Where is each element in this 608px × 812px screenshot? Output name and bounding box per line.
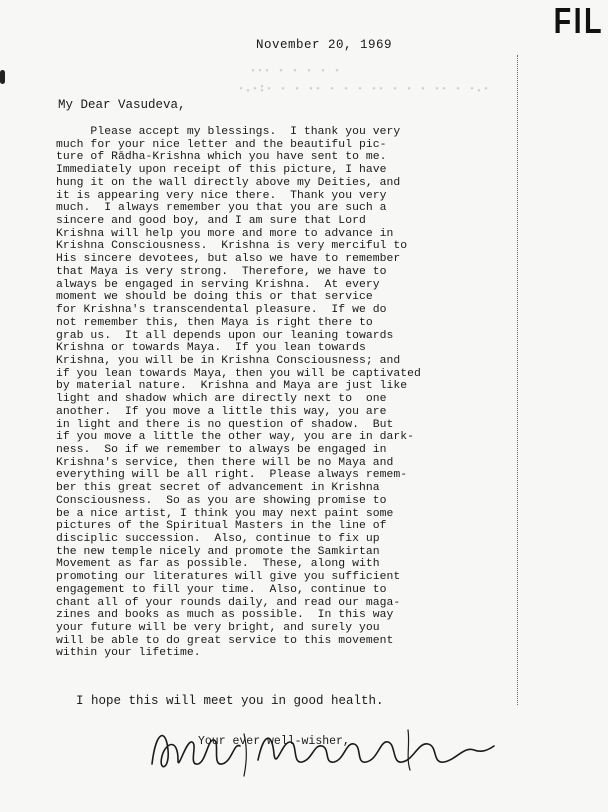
body-line: for Krishna's transcendental pleasure. If we do bbox=[56, 304, 387, 317]
body-line: Krishna or towards Maya. If you lean towards bbox=[56, 342, 366, 355]
fold-edge-line bbox=[515, 55, 518, 705]
body-line: sincere and good boy, and I am sure that Lord bbox=[56, 215, 366, 228]
signoff: Your ever well-wisher, bbox=[198, 735, 350, 748]
body-line: if you lean towards Maya, then you will be captivated bbox=[56, 367, 421, 380]
body-line: much for your nice letter and the beautiful pic- bbox=[56, 138, 387, 151]
body-line: Immediately upon receipt of this picture, I have bbox=[56, 164, 387, 177]
body-line: your future will be very bright, and surely you bbox=[56, 622, 380, 635]
body-line: Krishna's service, then there will be no Maya and bbox=[56, 456, 394, 469]
body-line: light and shadow which are directly next to one bbox=[56, 393, 387, 406]
punch-hole-mark bbox=[0, 70, 5, 84]
faint-letterhead-line-2: ·.·:· · · ·· · · · ·· · · · ·· · ·.· bbox=[238, 84, 491, 95]
body-line: ture of Rādha-Krishna which you have sent to me. bbox=[56, 151, 387, 164]
body-line: not remember this, then Maya is right there to bbox=[56, 316, 373, 329]
body-line: hung it on the wall directly above my Deities, and bbox=[56, 176, 401, 189]
letter-body bbox=[56, 126, 511, 660]
body-line: engagement to fill your time. Also, continue to bbox=[56, 583, 387, 596]
body-line: moment we should be doing this or that service bbox=[56, 291, 373, 304]
body-line: if you move a little the other way, you are in dark- bbox=[56, 431, 415, 444]
body-line: Krishna will help you more and more to advance in bbox=[56, 227, 394, 240]
body-line: Krishna, you will be in Krishna Consciousness; and bbox=[56, 354, 401, 367]
body-line: always be engaged in serving Krishna. At every bbox=[56, 278, 380, 291]
body-line: everything will be all right. Please always remem- bbox=[56, 469, 408, 482]
body-line: much. I always remember you that you are such a bbox=[56, 202, 387, 215]
body-line: His sincere devotees, but also we have to remember bbox=[56, 253, 401, 266]
body-line: ber this great secret of advancement in Krishna bbox=[56, 482, 380, 495]
body-line: pictures of the Spiritual Masters in the line of bbox=[56, 520, 387, 533]
faint-letterhead-line-1: ··· · · · · · bbox=[250, 66, 342, 77]
closing-line: I hope this will meet you in good health. bbox=[76, 694, 384, 708]
body-line: Consciousness. So as you are showing promise to bbox=[56, 494, 387, 507]
body-line: zines and books as much as possible. In this way bbox=[56, 609, 394, 622]
body-line: be a nice artist, I think you may next paint some bbox=[56, 507, 394, 520]
body-line: grab us. It all depends upon our leaning towards bbox=[56, 329, 394, 342]
body-line: in light and there is no question of shadow. But bbox=[56, 418, 394, 431]
body-line: by material nature. Krishna and Maya are just like bbox=[56, 380, 408, 393]
body-line: another. If you move a little this way, you are bbox=[56, 405, 387, 418]
body-line: disciplic succession. Also, continue to fix up bbox=[56, 533, 380, 545]
body-line: promoting our literatures will give you sufficient bbox=[56, 571, 401, 584]
handwritten-signature bbox=[148, 720, 498, 780]
body-line: Krishna Consciousness. Krishna is very merciful to bbox=[56, 240, 408, 253]
body-line: ness. So if we remember to always be engaged in bbox=[56, 443, 387, 456]
salutation: My Dear Vasudeva, bbox=[58, 98, 186, 112]
body-line: chant all of your rounds daily, and read our maga- bbox=[56, 596, 401, 609]
body-line: it is appearing very nice there. Thank you very bbox=[56, 189, 387, 202]
body-line: the new temple nicely and promote the Samkirtan bbox=[56, 545, 380, 558]
body-line: will be able to do great service to this movement bbox=[56, 634, 394, 647]
body-line: that Maya is very strong. Therefore, we have to bbox=[56, 265, 387, 278]
body-line: within your lifetime. bbox=[56, 647, 201, 660]
letter-date: November 20, 1969 bbox=[256, 38, 393, 52]
body-line: Movement as far as possible. These, along with bbox=[56, 558, 380, 571]
file-stamp: FIL bbox=[553, 0, 604, 41]
body-line: Please accept my blessings. I thank you very bbox=[56, 126, 401, 138]
